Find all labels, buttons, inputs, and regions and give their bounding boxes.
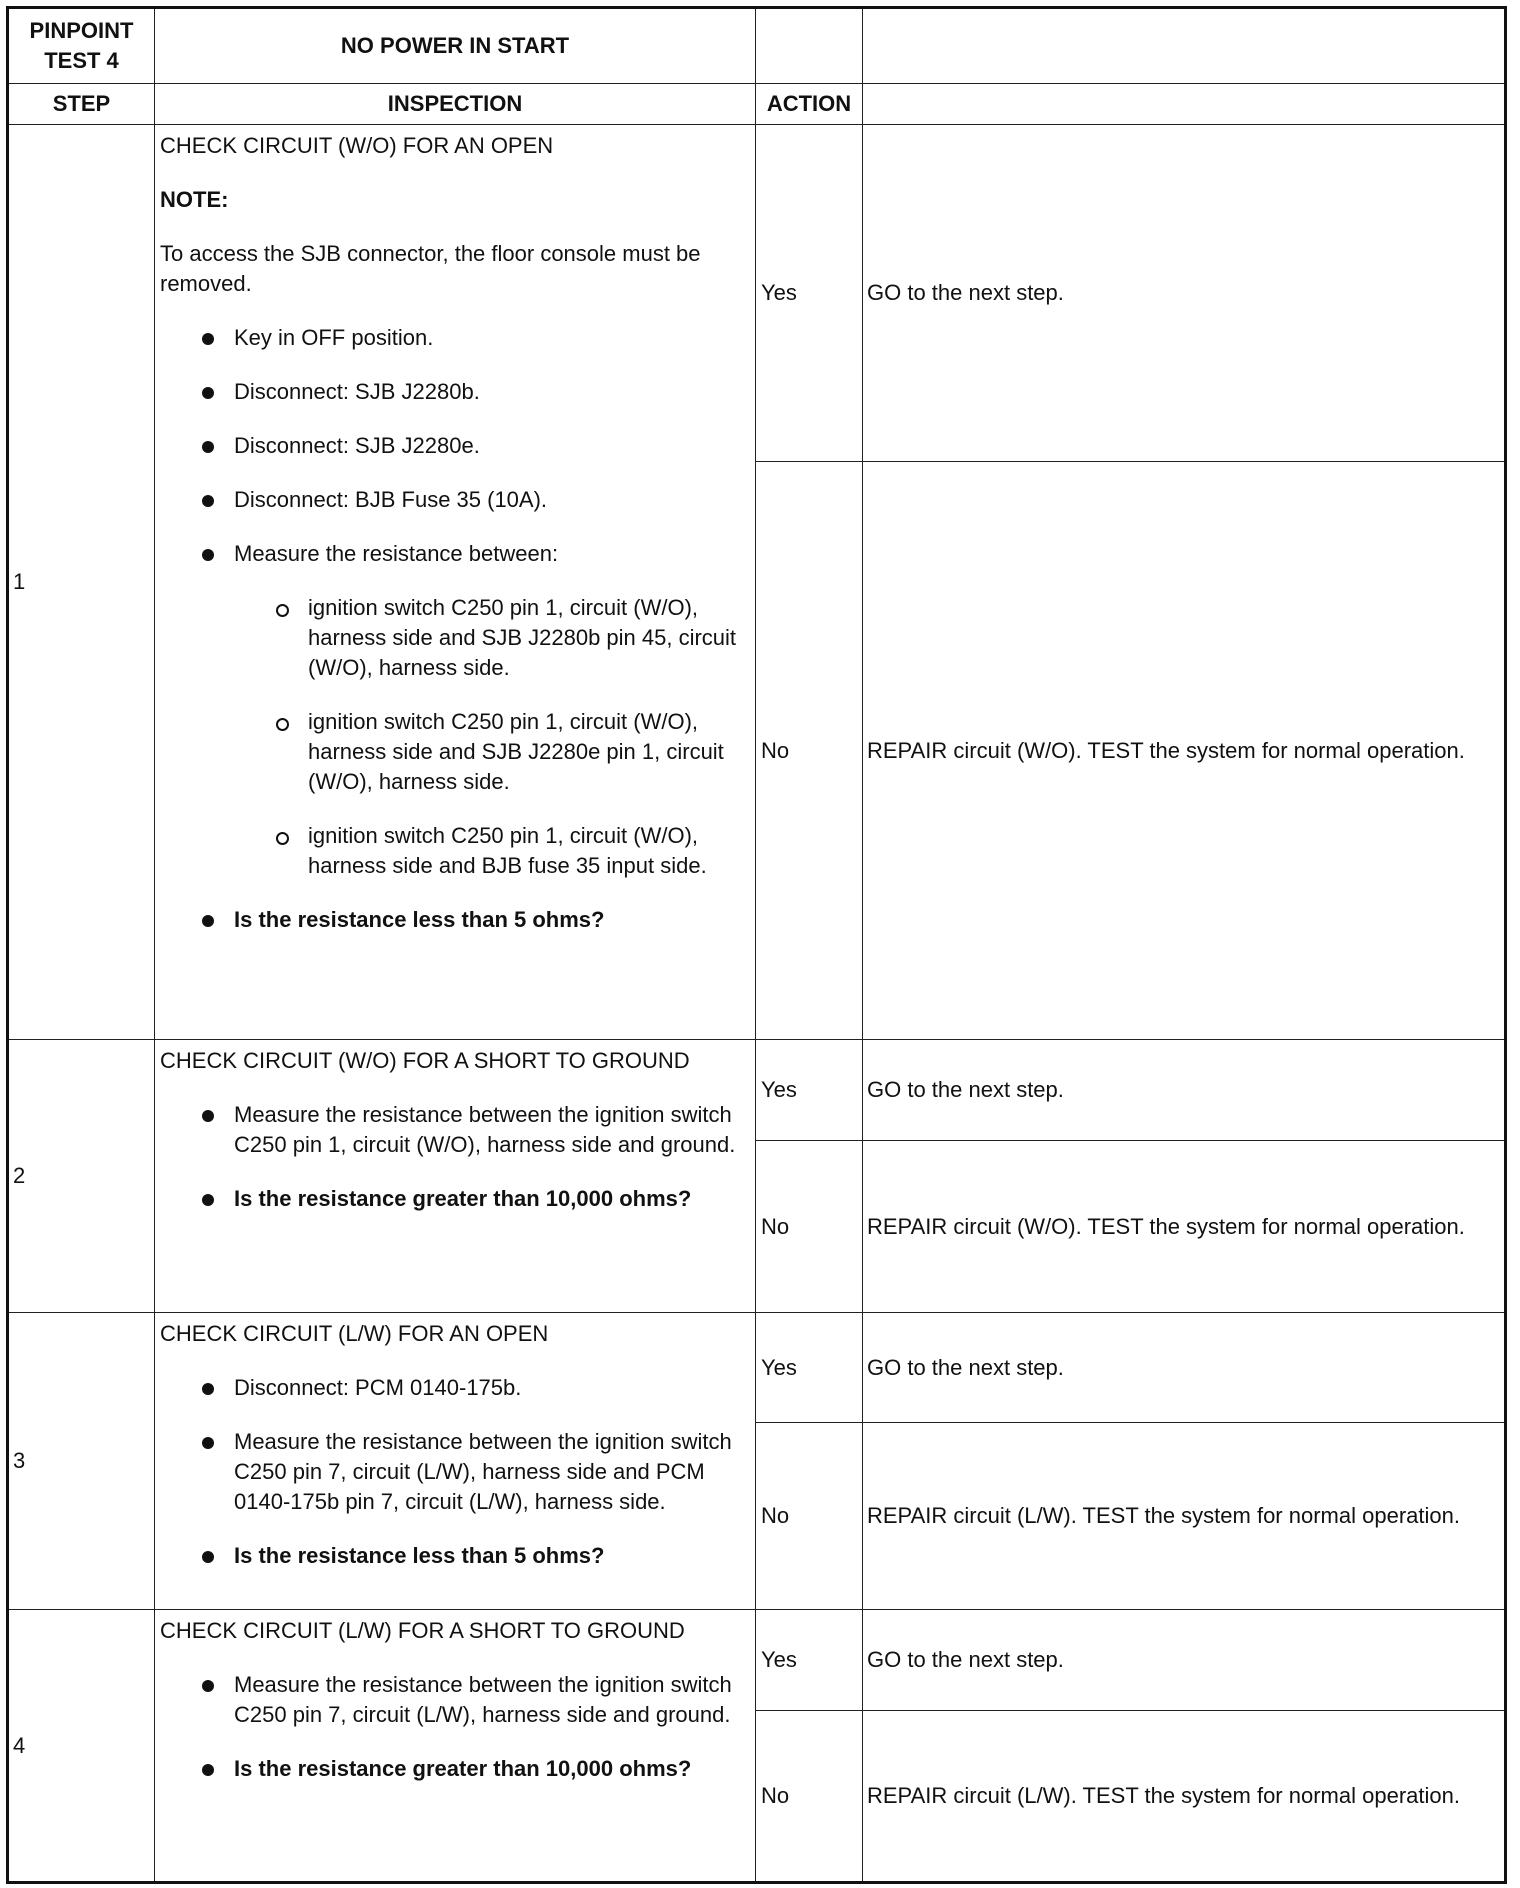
header-empty-1: [756, 8, 863, 84]
step-2-row-yes: [8, 1040, 1506, 1141]
step-1-bullets: [160, 323, 747, 935]
bullet-item: Measure the resistance between the ignition switch C250 pin 7, circuit (L/W), harness side and ground.: [202, 1670, 747, 1730]
step-number: 3: [8, 1313, 155, 1610]
header-row-title: [8, 8, 1506, 84]
step-2-bullets: [160, 1100, 747, 1214]
step-title: CHECK CIRCUIT (L/W) FOR AN OPEN: [160, 1321, 549, 1346]
pinpoint-test-sheet: [6, 6, 1504, 1877]
note-label: NOTE:: [160, 187, 229, 212]
bullet-item-measure: [202, 539, 747, 881]
step-number: 4: [8, 1610, 155, 1883]
action-yes: GO to the next step.: [863, 125, 1506, 462]
step-4-bullets: [160, 1670, 747, 1784]
sub-bullet-item: ignition switch C250 pin 1, circuit (W/O), harness side and SJB J2280b pin 45, circuit (W/O), harness side.: [276, 593, 747, 683]
step-1-sub-bullets: [234, 593, 747, 881]
question: Is the resistance less than 5 ohms?: [202, 905, 747, 935]
step-1-row-yes: [8, 125, 1506, 462]
step-1-inspection: [155, 125, 756, 1040]
sub-bullet-item: ignition switch C250 pin 1, circuit (W/O), harness side and SJB J2280e pin 1, circuit (W/O), harness side.: [276, 707, 747, 797]
question: Is the resistance greater than 10,000 ohms?: [202, 1184, 747, 1214]
bullet-item: Measure the resistance between the ignition switch C250 pin 7, circuit (L/W), harness side and PCM 0140-175b pin 7, circuit (L/W), harness side.: [202, 1427, 747, 1517]
bullet-item: Disconnect: PCM 0140-175b.: [202, 1373, 747, 1403]
answer-no: No: [756, 1141, 863, 1313]
action-no: REPAIR circuit (L/W). TEST the system for normal operation.: [863, 1423, 1506, 1610]
col-header-action: ACTION: [756, 84, 863, 125]
answer-no: No: [756, 1423, 863, 1610]
step-2-inspection: [155, 1040, 756, 1313]
step-title: CHECK CIRCUIT (L/W) FOR A SHORT TO GROUND: [160, 1618, 685, 1643]
test-label: PINPOINT TEST 4: [8, 8, 155, 84]
action-no: REPAIR circuit (W/O). TEST the system for normal operation.: [863, 1141, 1506, 1313]
bullet-item: Key in OFF position.: [202, 323, 747, 353]
pinpoint-test-table: [6, 6, 1507, 1884]
header-empty-2: [863, 8, 1506, 84]
answer-no: No: [756, 1711, 863, 1883]
step-4-row-yes: [8, 1610, 1506, 1711]
step-4-inspection: [155, 1610, 756, 1883]
bullet-item: Disconnect: BJB Fuse 35 (10A).: [202, 485, 747, 515]
question: Is the resistance greater than 10,000 ohms?: [202, 1754, 747, 1784]
step-3-bullets: [160, 1373, 747, 1571]
answer-no: No: [756, 462, 863, 1040]
sub-bullet-item: ignition switch C250 pin 1, circuit (W/O), harness side and BJB fuse 35 input side.: [276, 821, 747, 881]
bullet-text: Measure the resistance between:: [234, 541, 559, 566]
col-header-empty: [863, 84, 1506, 125]
action-yes: GO to the next step.: [863, 1313, 1506, 1423]
header-row-columns: [8, 84, 1506, 125]
col-header-inspection: INSPECTION: [155, 84, 756, 125]
step-3-row-yes: [8, 1313, 1506, 1423]
answer-yes: Yes: [756, 125, 863, 462]
step-title: CHECK CIRCUIT (W/O) FOR AN OPEN: [160, 133, 554, 158]
action-yes: GO to the next step.: [863, 1610, 1506, 1711]
question: Is the resistance less than 5 ohms?: [202, 1541, 747, 1571]
answer-yes: Yes: [756, 1313, 863, 1423]
step-number: 1: [8, 125, 155, 1040]
action-yes: GO to the next step.: [863, 1040, 1506, 1141]
note-text: To access the SJB connector, the floor console must be removed.: [160, 241, 701, 296]
action-no: REPAIR circuit (W/O). TEST the system for normal operation.: [863, 462, 1506, 1040]
bullet-item: Disconnect: SJB J2280b.: [202, 377, 747, 407]
step-3-inspection: [155, 1313, 756, 1610]
bullet-item: Measure the resistance between the ignition switch C250 pin 1, circuit (W/O), harness side and ground.: [202, 1100, 747, 1160]
col-header-step: STEP: [8, 84, 155, 125]
answer-yes: Yes: [756, 1040, 863, 1141]
test-title: NO POWER IN START: [155, 8, 756, 84]
action-no: REPAIR circuit (L/W). TEST the system for normal operation.: [863, 1711, 1506, 1883]
step-title: CHECK CIRCUIT (W/O) FOR A SHORT TO GROUND: [160, 1048, 690, 1073]
step-number: 2: [8, 1040, 155, 1313]
answer-yes: Yes: [756, 1610, 863, 1711]
bullet-item: Disconnect: SJB J2280e.: [202, 431, 747, 461]
